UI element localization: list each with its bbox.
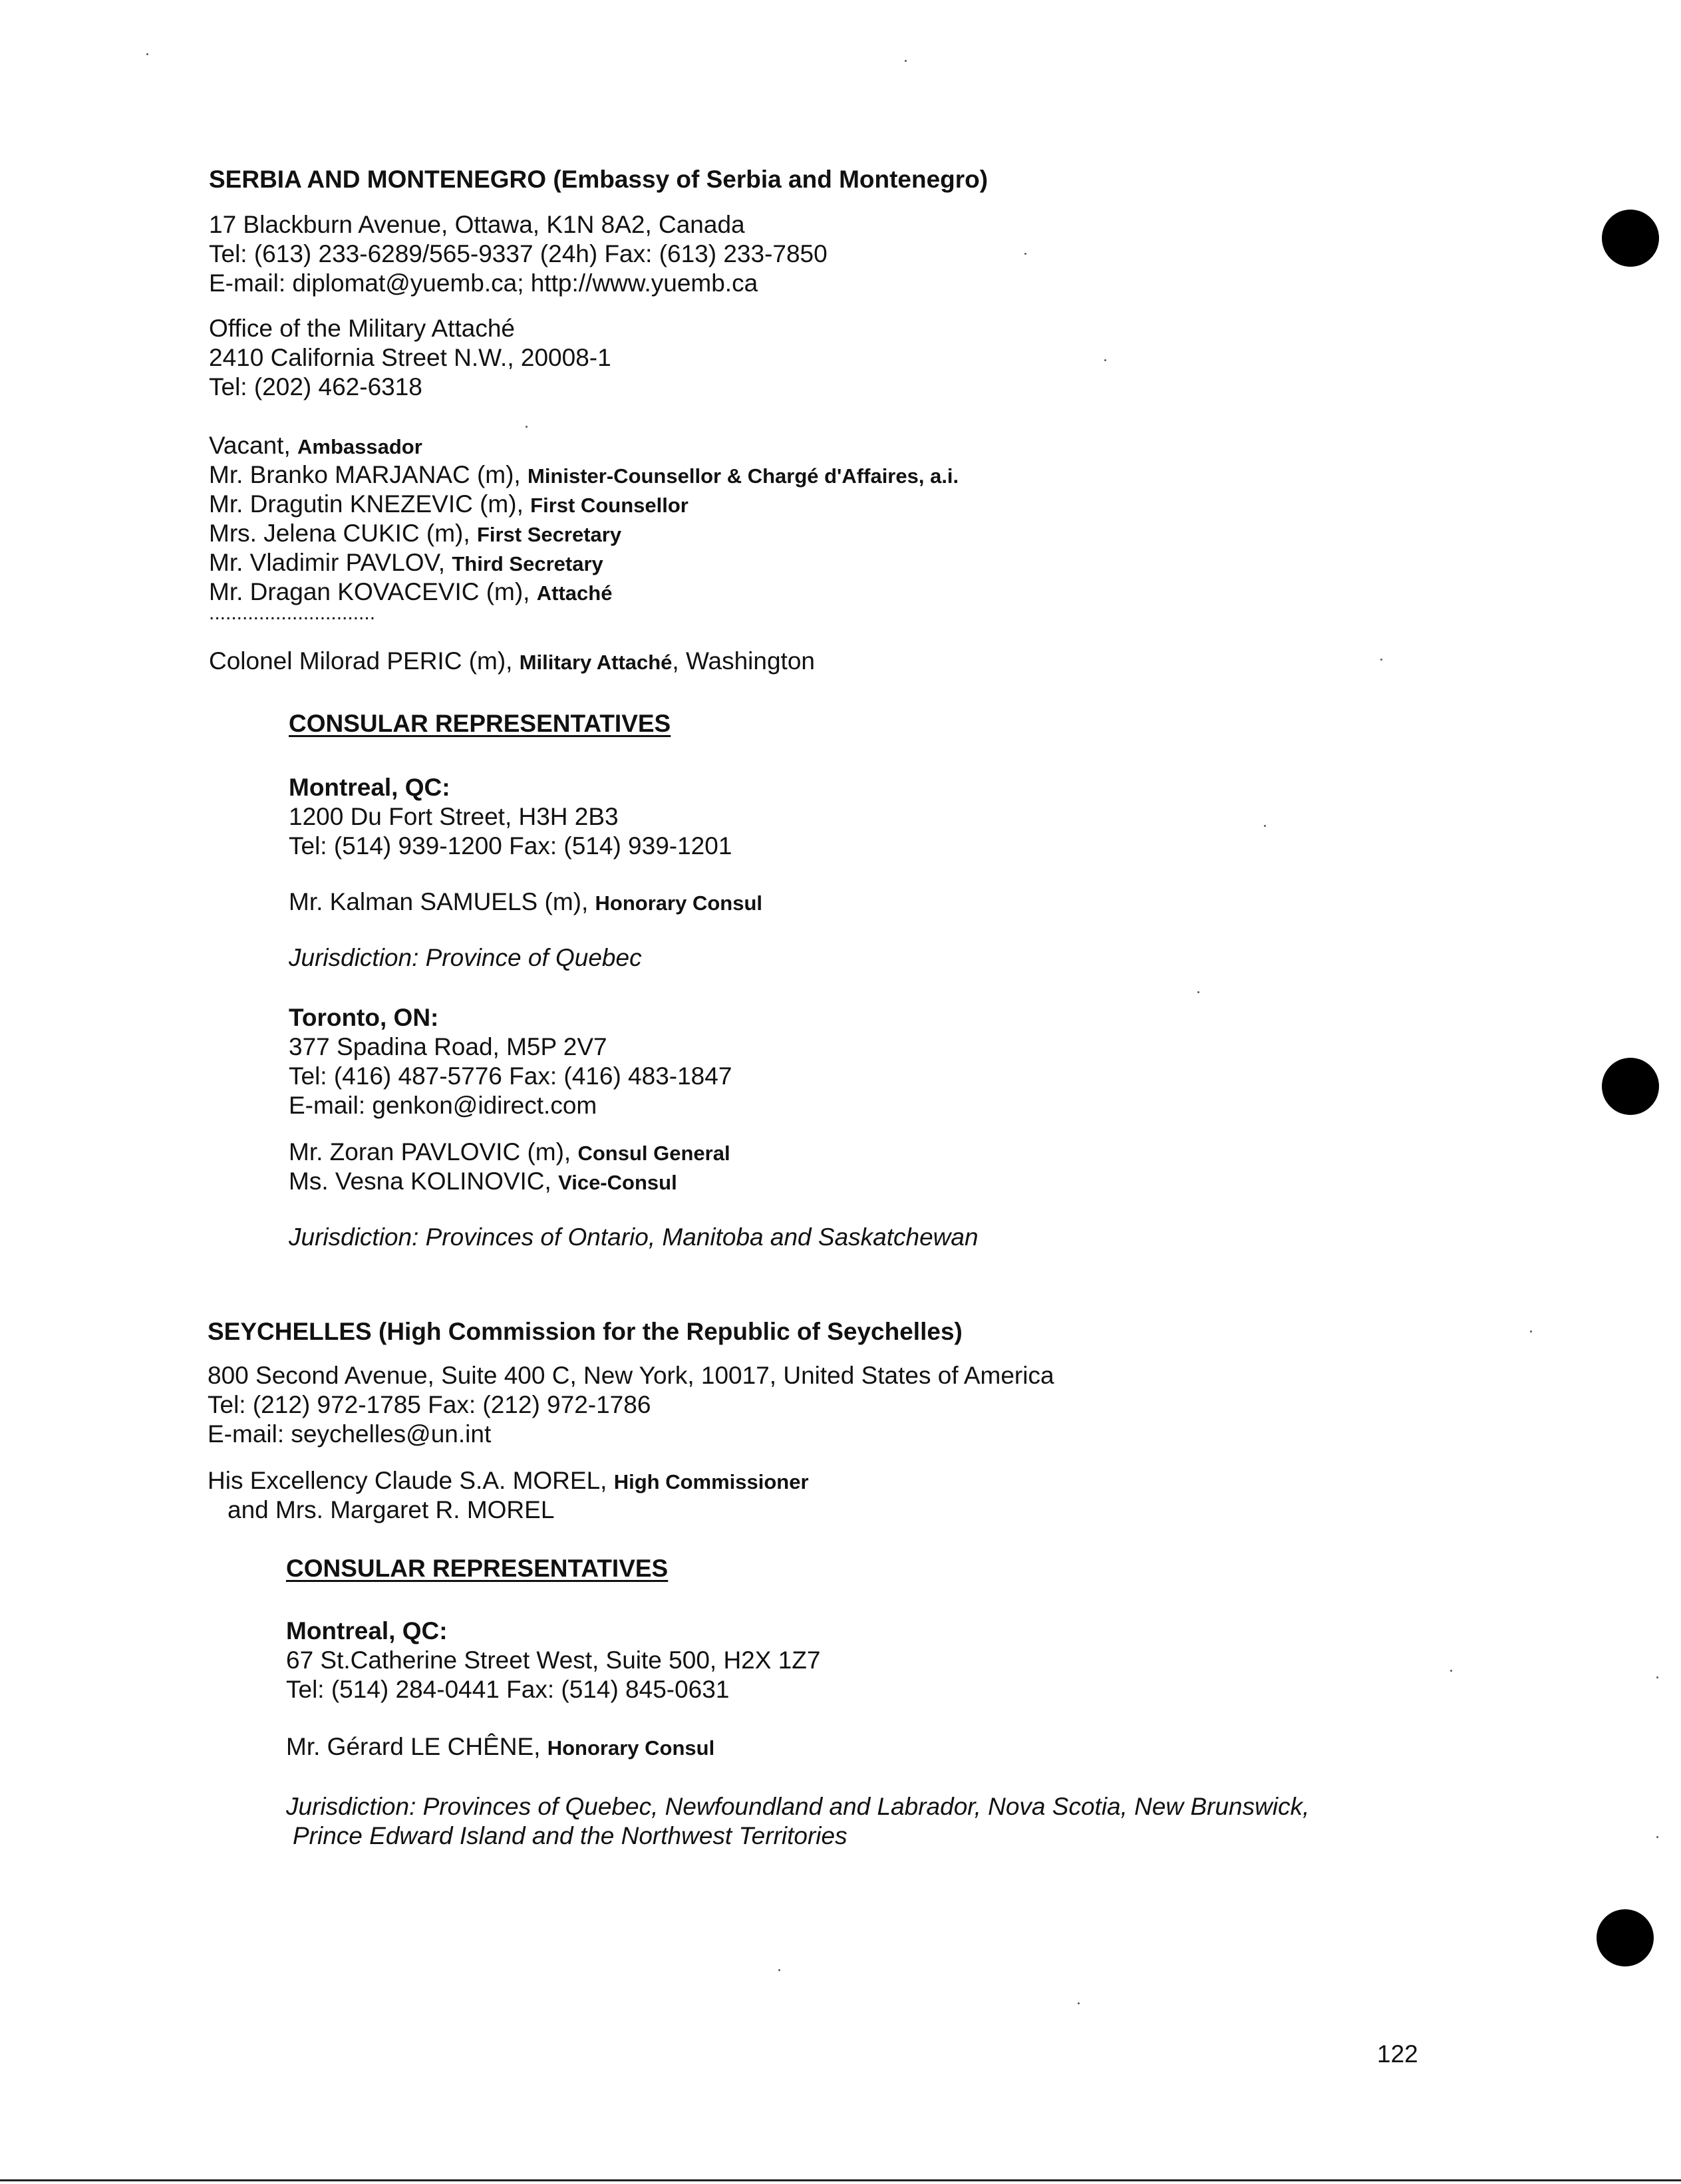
military-office-address: 2410 California Street N.W., 20008-1 [209,344,611,371]
consulate-tel: Tel: (514) 284-0441 Fax: (514) 845-0631 [286,1676,730,1703]
jurisdiction: Prince Edward Island and the Northwest Territories [293,1822,847,1849]
scan-speck [1197,991,1199,993]
scan-speck [1450,1670,1452,1672]
consul-row: Mr. Kalman SAMUELS (m), Honorary Consul [289,888,762,915]
consulate-address: 377 Spadina Road, M5P 2V7 [289,1033,607,1060]
serbia-heading: SERBIA AND MONTENEGRO (Embassy of Serbia and Montenegro) [209,166,989,193]
bottom-rule [0,2179,1681,2181]
consular-heading: CONSULAR REPRESENTATIVES [286,1555,669,1582]
consulate-city: Montreal, QC: [286,1617,448,1644]
consular-heading: CONSULAR REPRESENTATIVES [289,710,671,737]
serbia-email: E-mail: diplomat@yuemb.ca; http://www.yuemb.ca [209,269,758,297]
military-attache-row: Colonel Milorad PERIC (m), Military Attaché, Washington [209,647,815,675]
scan-speck [1264,825,1266,827]
seychelles-email: E-mail: seychelles@un.int [208,1420,492,1448]
scan-speck [1078,2002,1080,2004]
seychelles-heading: SEYCHELLES (High Commission for the Republic of Seychelles) [208,1318,963,1345]
punch-hole-middle [1602,1058,1659,1115]
consulate-tel: Tel: (416) 487-5776 Fax: (416) 483-1847 [289,1062,732,1090]
high-commissioner-row: His Excellency Claude S.A. MOREL, High Commissioner [208,1467,809,1494]
staff-row: Mr. Dragutin KNEZEVIC (m), First Counsellor [209,490,688,518]
consul-row: Mr. Gérard LE CHÊNE, Honorary Consul [286,1733,715,1760]
jurisdiction: Jurisdiction: Province of Quebec [289,944,642,971]
staff-row: Vacant, Ambassador [209,432,422,459]
staff-row: Mr. Branko MARJANAC (m), Minister-Counsellor & Chargé d'Affaires, a.i. [209,461,959,488]
consulate-tel: Tel: (514) 939-1200 Fax: (514) 939-1201 [289,832,732,859]
staff-row: Mr. Vladimir PAVLOV, Third Secretary [209,549,603,576]
consulate-email: E-mail: genkon@idirect.com [289,1092,597,1119]
punch-hole-bottom [1597,1909,1654,1966]
consulate-city: Montreal, QC: [289,774,450,801]
military-office-tel: Tel: (202) 462-6318 [209,373,422,400]
scan-speck [1024,253,1026,255]
seychelles-tel: Tel: (212) 972-1785 Fax: (212) 972-1786 [208,1391,651,1418]
staff-row: Mrs. Jelena CUKIC (m), First Secretary [209,520,622,547]
serbia-address: 17 Blackburn Avenue, Ottawa, K1N 8A2, Canada [209,211,745,238]
consulate-address: 1200 Du Fort Street, H3H 2B3 [289,803,619,830]
consul-row: Mr. Zoran PAVLOVIC (m), Consul General [289,1138,730,1166]
page-number: 122 [1377,2040,1418,2068]
staff-row: Mr. Dragan KOVACEVIC (m), Attaché [209,578,613,605]
scan-speck [526,426,528,428]
military-office-title: Office of the Military Attaché [209,315,515,342]
consul-row: Ms. Vesna KOLINOVIC, Vice-Consul [289,1168,677,1195]
scan-speck [1530,1330,1532,1332]
consulate-city: Toronto, ON: [289,1004,439,1031]
scan-speck [778,1969,780,1971]
scan-speck [146,53,148,55]
scan-speck [1104,359,1106,361]
spouse-row: and Mrs. Margaret R. MOREL [228,1496,555,1523]
dotted-separator: .............................. [209,602,376,624]
serbia-tel: Tel: (613) 233-6289/565-9337 (24h) Fax: (613) 233-7850 [209,240,828,267]
scan-speck [1380,659,1382,661]
jurisdiction: Jurisdiction: Provinces of Ontario, Manitoba and Saskatchewan [289,1223,979,1251]
seychelles-address: 800 Second Avenue, Suite 400 C, New York, 10017, United States of America [208,1362,1054,1389]
scan-speck [1656,1676,1658,1678]
scan-speck [1656,1836,1658,1838]
punch-hole-top [1602,210,1659,267]
jurisdiction: Jurisdiction: Provinces of Quebec, Newfoundland and Labrador, Nova Scotia, New Brunswick, [286,1793,1310,1820]
scan-speck [905,60,907,62]
consulate-address: 67 St.Catherine Street West, Suite 500, H2X 1Z7 [286,1646,821,1674]
